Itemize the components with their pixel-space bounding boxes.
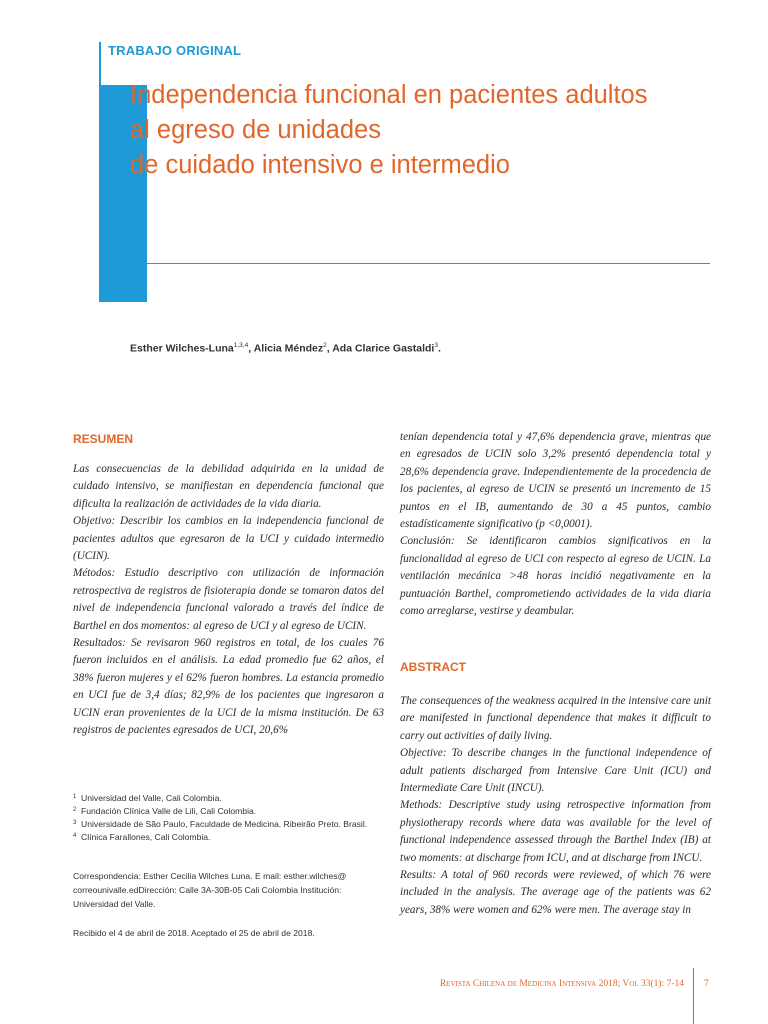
footnote (73, 792, 384, 805)
author-affiliation: 3 (434, 342, 438, 349)
resumen-paragraph: Resultados: Se revisaron 960 registros en total, de los cuales 76 fueron incluidos en el análisis. La edad promedio fue 62 años, el 38% fueron mujeres y el 62% fueron hombres. La estancia promedio en UCI fue de 3,4 días; 82,9% de los pacientes que ingresaron a UCIN eran provenientes de la UCI de la misma institución. De 63 registros de pacientes egresados de UCI, 20,6% (73, 637, 384, 737)
footnote-number: 4 (73, 833, 77, 839)
author-name: Ada Clarice Gastaldi (332, 342, 435, 355)
resumen-continuation (400, 429, 711, 620)
resumen-paragraph: tenían dependencia total y 47,6% dependencia grave, mientras que en egresados de UCIN solo 3,2% presentó dependencia total y 28,6% dependencia grave. Independientemente de la procedencia de los pacientes, al egreso de UCIN se presentó un incremento de 15 puntos en el IB, aumentando de 30 a 45 puntos, cambio estadísticamente significativo (p <0,0001). (400, 431, 711, 531)
author-affiliation: 1,3,4 (233, 342, 249, 349)
section-label: TRABAJO ORIGINAL (108, 43, 242, 58)
footer-rule (693, 968, 694, 1024)
received-dates: Recibido el 4 de abril de 2018. Aceptado el 25 de abril de 2018. (73, 928, 315, 938)
footnote (73, 805, 384, 818)
resumen-paragraph: Objetivo: Describir los cambios en la independencia funcional de pacientes adultos que egresaron de la UCI y cuidado intermedio (UCIN). (73, 515, 384, 563)
footnote-text: Fundación Clínica Valle de Lili, Cali Colombia. (81, 806, 257, 816)
resumen-heading: RESUMEN (73, 432, 134, 446)
abstract-body (400, 693, 711, 919)
footnote-number: 3 (73, 820, 77, 826)
abstract-paragraph: The consequences of the weakness acquired in the intensive care unit are manifested in functional dependence that makes it difficult to carry out activities of daily living. (400, 695, 711, 742)
page-number: 7 (704, 979, 709, 989)
title-line: al egreso de unidades (130, 116, 381, 144)
footnote-text: Universidade de São Paulo, Faculdade de Medicina. Ribeirão Preto. Brasil. (81, 819, 368, 829)
footnote (73, 831, 384, 844)
footnote-text: Clínica Farallones, Cali Colombia. (81, 832, 211, 842)
author-name: Esther Wilches-Luna (130, 342, 234, 355)
resumen-paragraph: Métodos: Estudio descriptivo con utilización de información retrospectiva de registros de fisioterapia donde se tomaron datos del nivel de independencia funcional valorado a través del índice de Barthel en dos momentos: al egreso de UCI y al egreso de UCIN. (73, 567, 384, 632)
journal-citation: Revista Chilena de Medicina Intensiva 2018; Vol 33(1): 7-14 (439, 979, 684, 989)
title-line: Independencia funcional en pacientes adultos (130, 81, 648, 109)
correspondence: Correspondencia: Esther Cecilia Wilches Luna. E mail: esther.wilches@ correounivalle.edDirección: Calle 3A-30B-05 Cali Colombia Institución: Universidad del Valle. (73, 871, 347, 909)
abstract-paragraph: Objective: To describe changes in the functional independence of adult patients discharged from Intensive Care Unit (ICU) and Intermediate Care Unit (INCU). (400, 747, 711, 795)
abstract-heading: ABSTRACT (400, 660, 466, 674)
affiliation-footnotes (73, 792, 384, 844)
resumen-body (73, 461, 384, 740)
author-list: Esther Wilches-Luna$^{1,3,4}$, Alicia Méndez$^2$, Ada Clarice Gastaldi$^3$. (130, 342, 441, 355)
footnote-number: 2 (73, 807, 77, 813)
author-name: Alicia Méndez (253, 342, 324, 355)
abstract-paragraph: Results: A total of 960 records were reviewed, of which 76 were included in the analysis. The average age of the patients was 62 years, 38% were women and 62% were men. The average stay in (400, 869, 711, 916)
title-line: de cuidado intensivo e intermedio (130, 151, 510, 179)
abstract-paragraph: Methods: Descriptive study using retrospective information from physiotherapy records where data was available for the level of functional independence assessed through the Barthel Index (IB) at two moments: at discharge from ICU, and at discharge from INCU. (400, 799, 711, 864)
resumen-paragraph: Las consecuencias de la debilidad adquirida en la unidad de cuidado intensivo, se manifiestan en dependencia funcional que dificulta la realización de actividades de la vida diaria. (73, 463, 384, 510)
author-affiliation: 2 (323, 342, 327, 349)
header-rule (99, 263, 710, 264)
footnote (73, 818, 384, 831)
resumen-paragraph: Conclusión: Se identificaron cambios significativos en la funcionalidad al egreso de UCI con respecto al egreso de UCIN. La ventilación mecánica >48 horas incidió negativamente en la puntuación Barthel, comprometiendo actividades de la vida diaria como arreglarse, vestirse y deambular. (400, 535, 711, 618)
footnote-number: 1 (73, 794, 77, 800)
footnote-text: Universidad del Valle, Cali Colombia. (81, 793, 222, 803)
article-title (130, 78, 730, 183)
